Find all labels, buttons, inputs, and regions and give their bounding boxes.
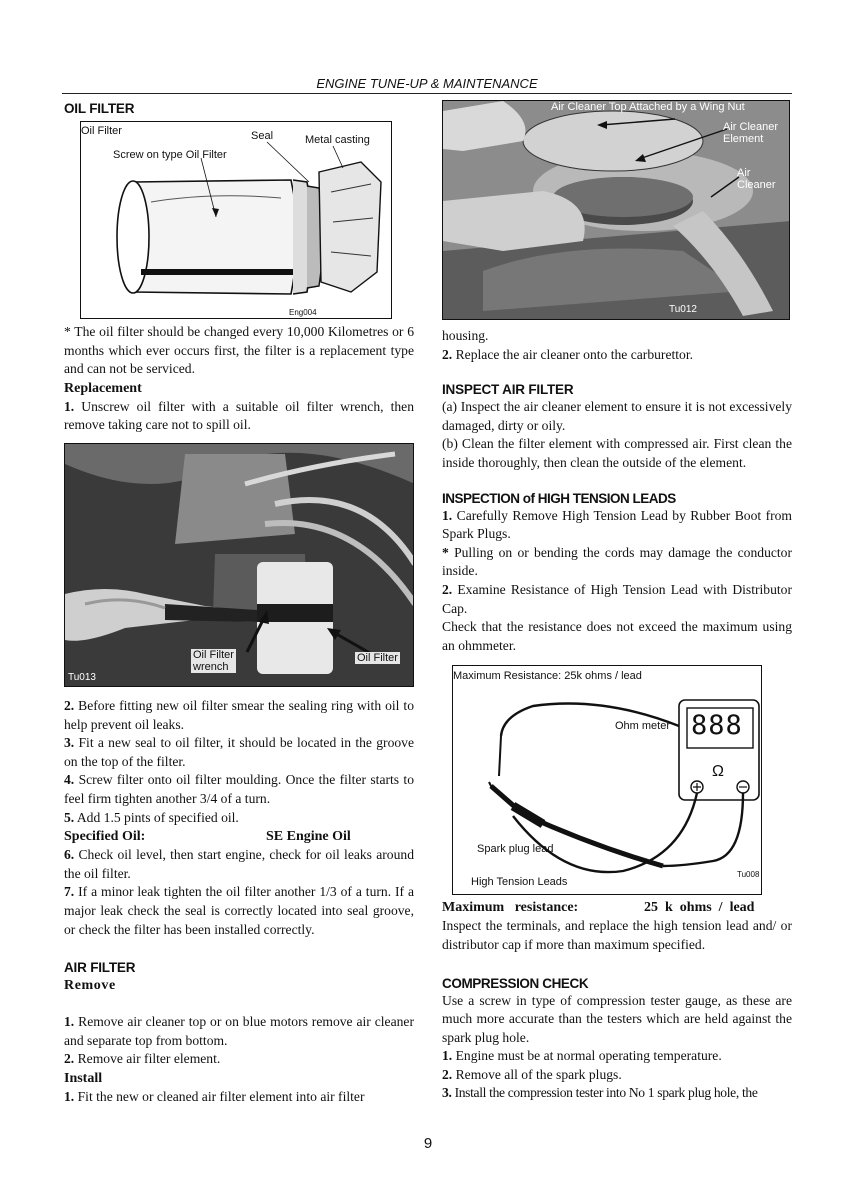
ohm-meter-drawing <box>453 666 762 895</box>
install-1: 1. Fit the new or cleaned air filter element into air filter <box>64 1088 365 1104</box>
install-heading: Install <box>64 1070 103 1086</box>
label-screw-on-filter: Screw on type Oil Filter <box>113 149 227 161</box>
label-max-resistance: Maximum Resistance: 25k ohms / lead <box>453 670 642 683</box>
step-7: 7. If a minor leak tighten the oil filter another 1/3 of a turn. If a major leak check the seal is correctly located into seal groove, or check the filter has been installed correctly. <box>64 884 414 937</box>
figure-code: Eng004 <box>289 308 317 317</box>
oil-filter-diagram <box>80 121 392 319</box>
compression-step-2: 2. Remove all of the spark plugs. <box>442 1066 622 1082</box>
page-number: 9 <box>423 1135 433 1152</box>
step-2: 2. Before fitting new oil filter smear the sealing ring with oil to help prevent oil leaks. <box>64 697 414 732</box>
housing-continued: housing. <box>442 328 489 343</box>
compression-check-heading: COMPRESSION CHECK <box>442 975 589 991</box>
ht-step-1: 1. Carefully Remove High Tension Lead by Rubber Boot from Spark Plugs. <box>442 507 792 542</box>
label-seal: Seal <box>251 130 274 142</box>
air-cleaner-photo <box>442 100 790 320</box>
left-column <box>64 100 414 1106</box>
max-resistance <box>442 898 792 917</box>
oil-filter-wrench-photo <box>64 443 414 687</box>
label-oil-filter-wrench: Oil Filter wrench <box>193 648 234 673</box>
step-6: 6. Check oil level, then start engine, check for oil leaks around the oil filter. <box>64 847 414 881</box>
ht-leads-heading: INSPECTION of HIGH TENSION LEADS <box>442 490 676 506</box>
label-spark-plug-lead: Spark plug lead <box>477 843 554 856</box>
oil-filter-note: * The oil filter should be changed every 10,000 Kilometres or 6 months which ever occurs first, the filter is a replacement type and can not be serviced. <box>64 324 414 377</box>
ht-step-2: 2. Examine Resistance of High Tension Lead with Distributor Cap. <box>442 581 792 616</box>
label-high-tension-leads: High Tension Leads <box>471 876 568 889</box>
install-2: 2. Replace the air cleaner onto the carburettor. <box>442 346 694 362</box>
label-air-cleaner-top: Air Cleaner Top Attached by a Wing Nut <box>551 101 745 113</box>
label-air-cleaner: Air Cleaner <box>737 167 776 191</box>
label-oil-filter: Oil Filter <box>81 125 122 137</box>
step-5: 5. Add 1.5 pints of specified oil. <box>64 809 239 825</box>
right-column <box>442 100 792 1103</box>
compression-intro: Use a screw in type of compression tester gauge, as these are much more accurate than the testers which are held against the spark plug hole. <box>442 992 792 1045</box>
air-photo-code: Tu012 <box>669 304 697 315</box>
ht-check: Check that the resistance does not exceed the maximum using an ohmmeter. <box>442 619 792 653</box>
label-metal-casting: Metal casting <box>305 134 370 146</box>
max-resistance-label: Maximum resistance: <box>442 900 579 916</box>
remove-heading: Remove <box>64 978 116 994</box>
meter-display: 888 <box>691 710 743 742</box>
air-filter-heading: AIR FILTER <box>64 960 136 976</box>
wrench-photo-drawing <box>65 444 414 687</box>
label-oil-filter-photo: Oil Filter <box>357 651 398 664</box>
ohm-figure-code: Tu008 <box>737 870 760 880</box>
header-title: ENGINE TUNE-UP & MAINTENANCE <box>316 76 538 91</box>
inspect-b: (b) Clean the filter element with compressed air. First clean the inside thoroughly, then clean the outside of the element. <box>442 436 792 470</box>
step-1: 1. Unscrew oil filter with a suitable oil filter wrench, then remove taking care not to spill oil. <box>64 398 414 433</box>
replacement-heading: Replacement <box>64 380 142 396</box>
compression-step-3: 3. Install the compression tester into No 1 spark plug hole, the <box>442 1085 758 1101</box>
photo-code: Tu013 <box>68 671 96 683</box>
ht-note: * Pulling on or bending the cords may damage the conductor inside. <box>442 544 793 579</box>
inspect-terminals: Inspect the terminals, and replace the high tension lead and/ or distributor cap if more than maximum specified. <box>442 918 792 952</box>
oil-filter-heading: OIL FILTER <box>64 101 135 116</box>
spec-label: Specified Oil: <box>64 829 146 845</box>
compression-step-1: 1. Engine must be at normal operating temperature. <box>442 1048 722 1064</box>
inspect-a: (a) Inspect the air cleaner element to ensure it is not excessively damaged, dirty or oily. <box>442 399 792 433</box>
remove-1: 1. Remove air cleaner top or on blue motors remove air cleaner and separate top from bottom. <box>64 1014 414 1048</box>
remove-2: 2. Remove air filter element. <box>64 1051 221 1067</box>
label-ohm-meter: Ohm meter <box>615 720 671 733</box>
label-air-cleaner-element: Air Cleaner Element <box>723 121 779 145</box>
max-resistance-value: 25 k ohms / lead <box>644 900 755 916</box>
omega-icon: Ω <box>712 763 724 781</box>
inspect-air-filter-heading: INSPECT AIR FILTER <box>442 382 574 398</box>
step-4: 4. Screw filter onto oil filter moulding. Once the filter starts to feel firm tighten another 3/4 of a turn. <box>64 772 415 806</box>
spec-value: SE Engine Oil <box>266 829 351 845</box>
ohm-meter-diagram <box>452 665 762 895</box>
page-header <box>62 76 792 94</box>
specified-oil <box>64 827 414 846</box>
step-3: 3. Fit a new seal to oil filter, it should be located in the groove on the top of the filter. <box>64 735 414 769</box>
